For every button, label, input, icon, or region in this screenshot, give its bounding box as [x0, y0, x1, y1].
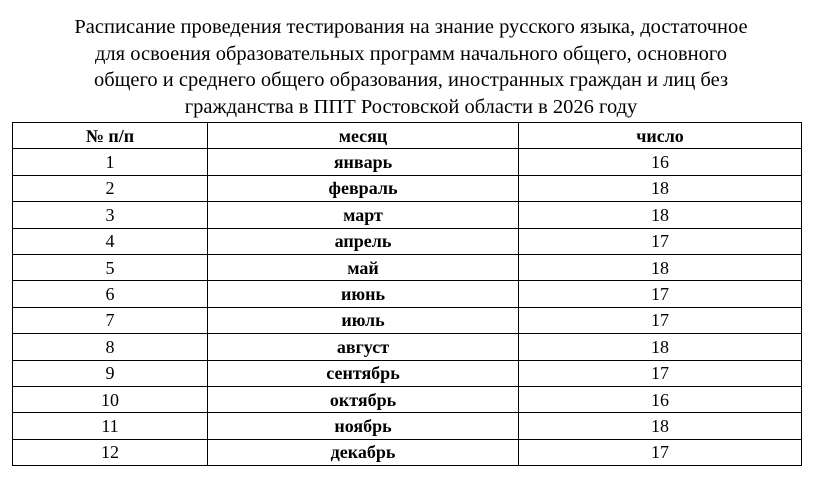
row-month: ноябрь: [208, 413, 519, 439]
row-month: апрель: [208, 228, 519, 254]
row-month: июль: [208, 307, 519, 333]
row-month: октябрь: [208, 386, 519, 412]
row-day: 17: [519, 281, 802, 307]
row-number: 3: [13, 202, 208, 228]
table-row: [13, 413, 802, 439]
row-month: март: [208, 202, 519, 228]
table-header-row: [13, 123, 802, 149]
row-day: 18: [519, 334, 802, 360]
row-day: 18: [519, 413, 802, 439]
table-row: [13, 175, 802, 201]
title-line: для освоения образовательных программ начального общего, основного: [95, 42, 727, 65]
row-month: август: [208, 334, 519, 360]
row-number: 10: [13, 386, 208, 412]
row-number: 4: [13, 228, 208, 254]
header-month: месяц: [208, 123, 519, 149]
table-row: [13, 334, 802, 360]
header-day: число: [519, 123, 802, 149]
table-row: [13, 149, 802, 175]
title-line: общего и среднего общего образования, иностранных граждан и лиц без: [93, 69, 729, 91]
row-day: 16: [519, 386, 802, 412]
row-number: 11: [13, 413, 208, 439]
row-number: 6: [13, 281, 208, 307]
header-number: № п/п: [13, 123, 208, 149]
row-number: 2: [13, 175, 208, 201]
row-month: декабрь: [208, 439, 519, 465]
table-row: [13, 307, 802, 333]
row-day: 17: [519, 439, 802, 465]
row-day: 17: [519, 307, 802, 333]
schedule-table: [12, 122, 802, 466]
table-row: [13, 202, 802, 228]
row-month: январь: [208, 149, 519, 175]
row-month: февраль: [208, 175, 519, 201]
row-day: 18: [519, 175, 802, 201]
document-title: [0, 14, 822, 120]
table-row: [13, 439, 802, 465]
row-day: 17: [519, 360, 802, 386]
row-month: май: [208, 254, 519, 280]
row-day: 16: [519, 149, 802, 175]
table-row: [13, 360, 802, 386]
row-day: 18: [519, 202, 802, 228]
row-number: 1: [13, 149, 208, 175]
row-number: 12: [13, 439, 208, 465]
title-line: Расписание проведения тестирования на знание русского языка, достаточное: [74, 16, 748, 38]
row-month: сентябрь: [208, 360, 519, 386]
table-row: [13, 228, 802, 254]
title-line: гражданства в ППТ Ростовской области в 2026 году: [184, 95, 638, 118]
row-number: 7: [13, 307, 208, 333]
row-number: 9: [13, 360, 208, 386]
row-number: 5: [13, 254, 208, 280]
table-row: [13, 281, 802, 307]
row-number: 8: [13, 334, 208, 360]
table-row: [13, 254, 802, 280]
row-month: июнь: [208, 281, 519, 307]
row-day: 18: [519, 254, 802, 280]
table-row: [13, 386, 802, 412]
row-day: 17: [519, 228, 802, 254]
